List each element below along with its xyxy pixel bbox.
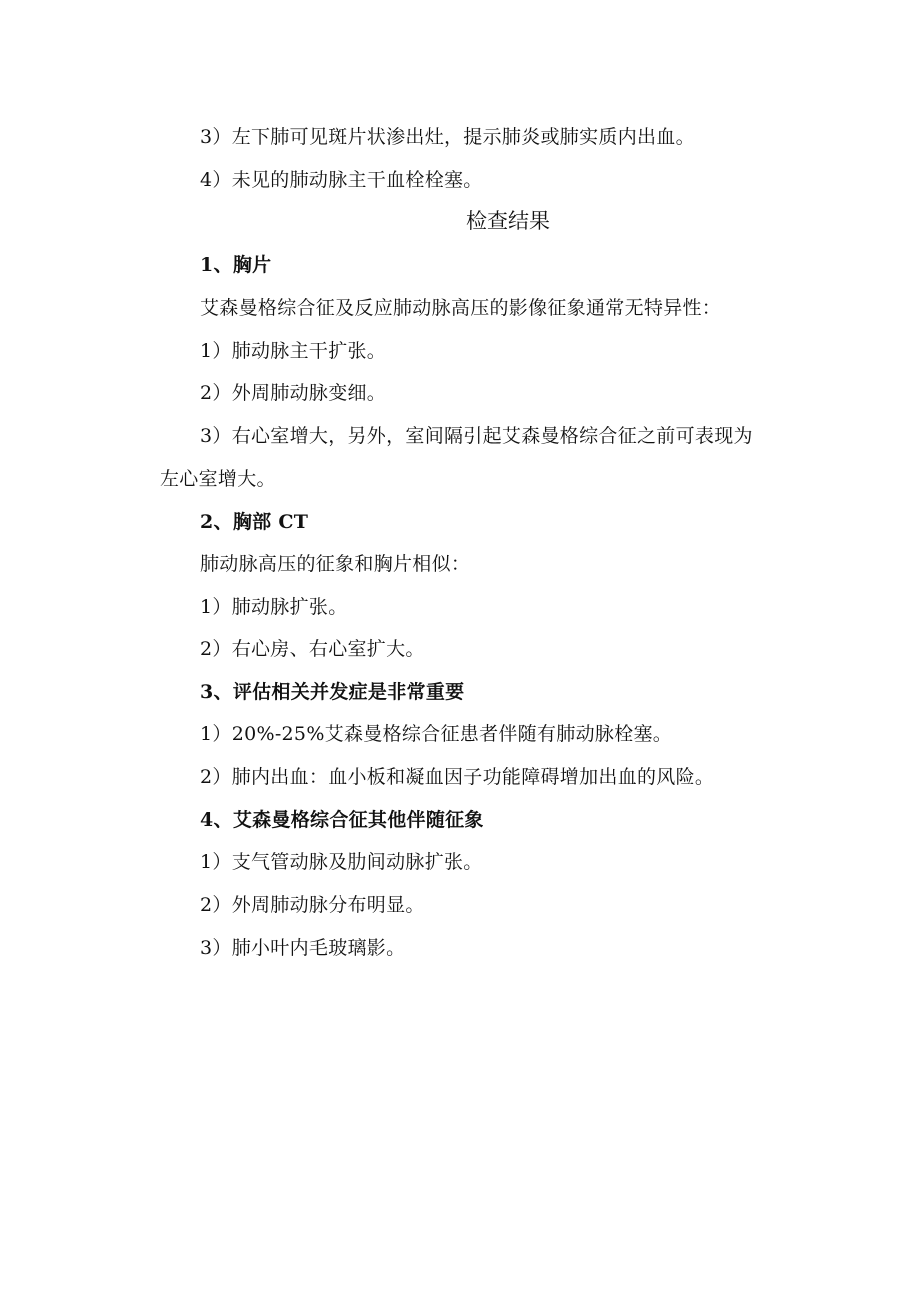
intro-item-4: 4）未见的肺动脉主干血栓栓塞。	[200, 169, 483, 191]
section1-item-3: 3）右心室增大，另外，室间隔引起艾森曼格综合征之前可表现为	[200, 425, 753, 447]
section2-lead: 肺动脉高压的征象和胸片相似：	[200, 553, 471, 575]
section4-item-1: 1）支气管动脉及肋间动脉扩张。	[200, 851, 483, 873]
section1-item-2: 2）外周肺动脉变细。	[200, 382, 387, 404]
section2-item-2: 2）右心房、右心室扩大。	[200, 638, 425, 660]
section3-heading: 3、评估相关并发症是非常重要	[200, 681, 465, 703]
section2-heading: 2、胸部 CT	[200, 511, 309, 533]
section-title: 检查结果	[466, 209, 550, 233]
section3-item-2: 2）肺内出血：血小板和凝血因子功能障碍增加出血的风险。	[200, 766, 715, 788]
section4-heading: 4、艾森曼格综合征其他伴随征象	[200, 809, 484, 831]
intro-item-3: 3）左下肺可见斑片状渗出灶，提示肺炎或肺实质内出血。	[200, 126, 695, 148]
section1-item-1: 1）肺动脉主干扩张。	[200, 340, 387, 362]
section1-heading: 1、胸片	[200, 254, 272, 276]
section4-item-2: 2）外周肺动脉分布明显。	[200, 894, 425, 916]
section1-lead: 艾森曼格综合征及反应肺动脉高压的影像征象通常无特异性：	[200, 297, 722, 319]
section3-item-1: 1）20%-25%艾森曼格综合征患者伴随有肺动脉栓塞。	[200, 723, 673, 745]
section1-item-3-continuation: 左心室增大。	[160, 468, 276, 490]
section2-item-1: 1）肺动脉扩张。	[200, 596, 348, 618]
section4-item-3: 3）肺小叶内毛玻璃影。	[200, 937, 406, 959]
